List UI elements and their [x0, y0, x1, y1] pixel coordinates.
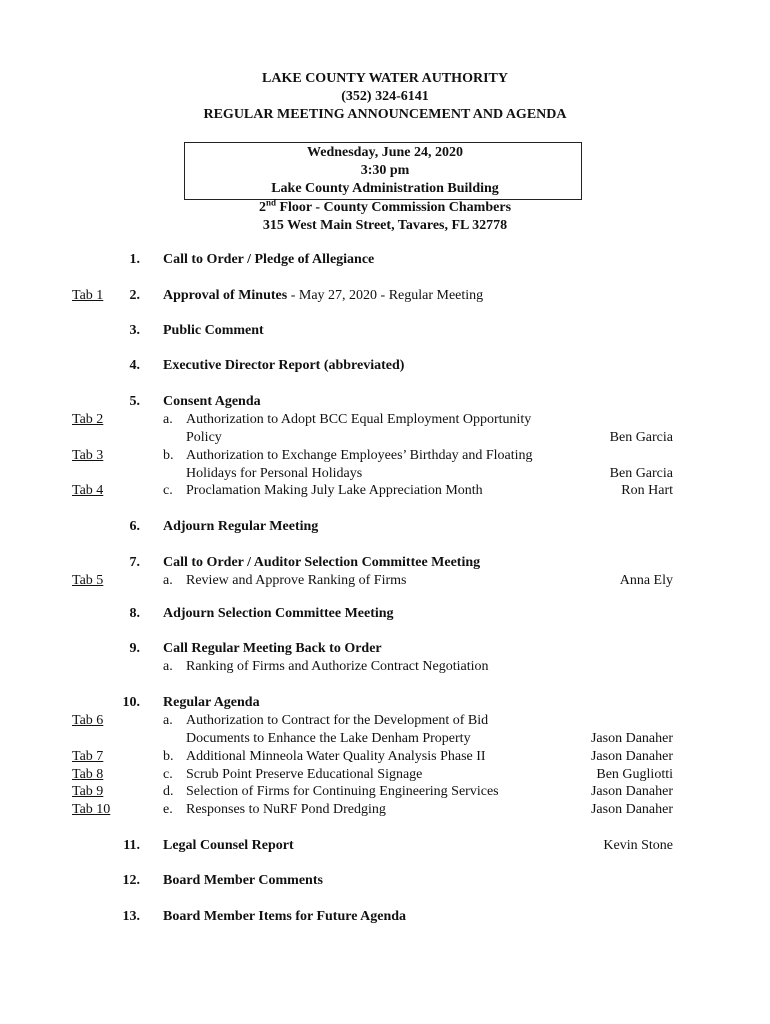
subitem-text: Scrub Point Preserve Educational Signage — [186, 767, 423, 782]
subitem-letter: c. — [163, 767, 173, 782]
subitem-text: Authorization to Contract for the Development of Bid — [186, 713, 489, 728]
item-number: 10. — [122, 695, 140, 710]
item-number: 12. — [122, 873, 140, 888]
item-title — [163, 287, 483, 305]
subitem-letter: e. — [163, 802, 173, 817]
org-name: LAKE COUNTY WATER AUTHORITY — [262, 71, 508, 86]
item-title: Call to Order / Auditor Selection Committee Meeting — [163, 555, 481, 570]
subitem-text-continued: Policy — [186, 430, 222, 445]
tab-link-2[interactable]: Tab 2 — [72, 412, 104, 427]
tab-link-10[interactable]: Tab 10 — [72, 802, 111, 817]
tab-link-5[interactable]: Tab 5 — [72, 573, 104, 588]
presenter-name: Ben Garcia — [609, 466, 673, 481]
floor-ordinal-suffix: nd — [265, 197, 276, 208]
subitem-letter: a. — [163, 573, 173, 588]
item-number: 5. — [129, 394, 140, 409]
item-title-bold: Approval of Minutes — [163, 288, 288, 303]
presenter-name: Jason Danaher — [590, 784, 673, 799]
tab-link-3[interactable]: Tab 3 — [72, 448, 104, 463]
subitem-text: Authorization to Adopt BCC Equal Employment Opportunity — [186, 412, 532, 427]
item-number: 6. — [129, 519, 140, 534]
item-title: Executive Director Report (abbreviated) — [163, 358, 405, 373]
item-number: 11. — [123, 838, 140, 853]
org-phone: (352) 324-6141 — [341, 89, 429, 104]
presenter-name: Kevin Stone — [603, 838, 673, 853]
subitem-letter: a. — [163, 412, 173, 427]
subitem-text: Authorization to Exchange Employees’ Birthday and Floating — [186, 448, 533, 463]
item-number: 9. — [129, 641, 140, 656]
item-title: Regular Agenda — [163, 695, 260, 710]
subitem-text: Responses to NuRF Pond Dredging — [186, 802, 386, 817]
item-number: 1. — [129, 252, 140, 267]
item-number: 7. — [129, 555, 140, 570]
floor-number: 2 — [258, 200, 266, 215]
subitem-text: Ranking of Firms and Authorize Contract Negotiation — [186, 659, 489, 674]
item-title: Consent Agenda — [163, 394, 261, 409]
meeting-building: Lake County Administration Building — [271, 181, 499, 196]
item-title: Public Comment — [163, 323, 264, 338]
presenter-name: Jason Danaher — [590, 802, 673, 817]
item-title: Board Member Comments — [163, 873, 323, 888]
presenter-name: Jason Danaher — [590, 749, 673, 764]
meeting-floor — [0, 199, 770, 217]
item-title: Board Member Items for Future Agenda — [163, 909, 407, 924]
presenter-name: Ben Garcia — [609, 430, 673, 445]
subitem-letter: a. — [163, 659, 173, 674]
subitem-letter: b. — [163, 749, 174, 764]
subitem-text: Additional Minneola Water Quality Analysis Phase II — [186, 749, 486, 764]
presenter-name: Anna Ely — [619, 573, 673, 588]
item-number: 3. — [129, 323, 140, 338]
meeting-address: 315 West Main Street, Tavares, FL 32778 — [262, 218, 508, 233]
item-number: 2. — [129, 288, 140, 303]
item-number: 4. — [129, 358, 140, 373]
item-title: Legal Counsel Report — [163, 838, 294, 853]
item-title-detail: - May 27, 2020 - Regular Meeting — [287, 288, 484, 303]
subitem-letter: d. — [163, 784, 174, 799]
tab-link-4[interactable]: Tab 4 — [72, 483, 104, 498]
item-title: Call to Order / Pledge of Allegiance — [163, 252, 375, 267]
document-title: REGULAR MEETING ANNOUNCEMENT AND AGENDA — [203, 107, 567, 122]
item-title: Adjourn Selection Committee Meeting — [163, 606, 394, 621]
floor-description: Floor - County Commission Chambers — [275, 200, 512, 215]
presenter-name: Jason Danaher — [590, 731, 673, 746]
subitem-letter: a. — [163, 713, 173, 728]
subitem-text-continued: Holidays for Personal Holidays — [186, 466, 363, 481]
subitem-letter: c. — [163, 483, 173, 498]
tab-link-8[interactable]: Tab 8 — [72, 767, 104, 782]
subitem-letter: b. — [163, 448, 174, 463]
meeting-date: Wednesday, June 24, 2020 — [307, 145, 463, 160]
tab-link-6[interactable]: Tab 6 — [72, 713, 104, 728]
item-number: 8. — [129, 606, 140, 621]
tab-link-9[interactable]: Tab 9 — [72, 784, 104, 799]
item-number: 13. — [122, 909, 140, 924]
tab-link-1[interactable]: Tab 1 — [72, 288, 104, 303]
subitem-text-continued: Documents to Enhance the Lake Denham Property — [186, 731, 471, 746]
subitem-text: Review and Approve Ranking of Firms — [186, 573, 407, 588]
subitem-text: Proclamation Making July Lake Appreciation Month — [186, 483, 483, 498]
presenter-name: Ron Hart — [621, 483, 673, 498]
item-title: Adjourn Regular Meeting — [163, 519, 319, 534]
meeting-time: 3:30 pm — [360, 163, 410, 178]
item-title: Call Regular Meeting Back to Order — [163, 641, 382, 656]
presenter-name: Ben Gugliotti — [596, 767, 673, 782]
subitem-text: Selection of Firms for Continuing Engineering Services — [186, 784, 499, 799]
tab-link-7[interactable]: Tab 7 — [72, 749, 104, 764]
